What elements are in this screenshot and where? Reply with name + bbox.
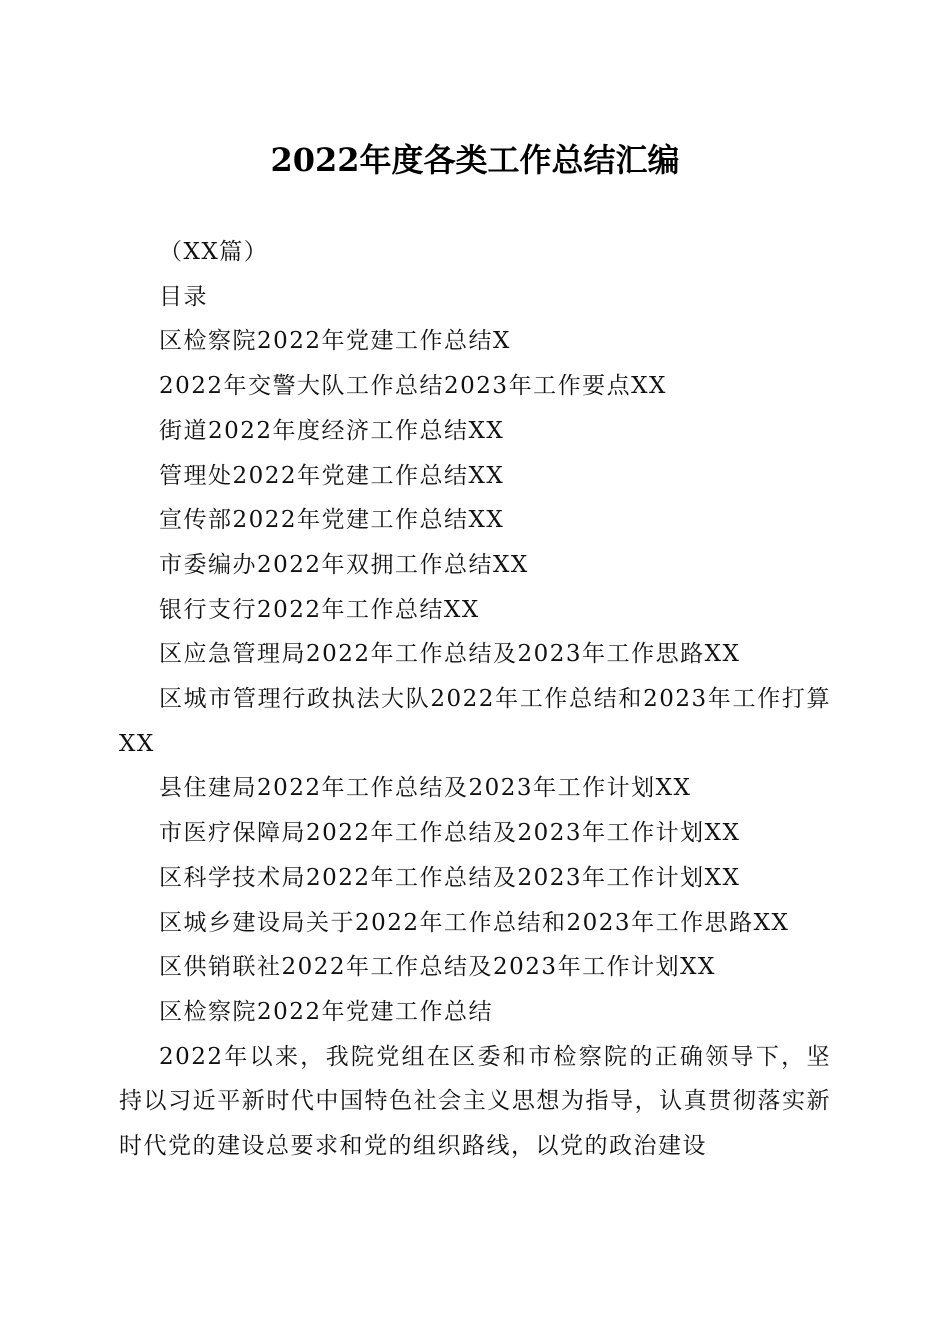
toc-item: 管理处2022年党建工作总结XX xyxy=(159,462,505,489)
toc-item: 区城乡建设局关于2022年工作总结和2023年工作思路XX xyxy=(159,909,790,936)
toc-item: 区应急管理局2022年工作总结及2023年工作思路XX xyxy=(159,641,741,668)
toc-item: 宣传部2022年党建工作总结XX xyxy=(159,507,505,534)
toc-item: 2022年交警大队工作总结2023年工作要点XX xyxy=(159,373,667,400)
toc-item: 区城市管理行政执法大队2022年工作总结和2023年工作打算XX xyxy=(119,686,831,757)
toc-item: 区科学技术局2022年工作总结及2023年工作计划XX xyxy=(159,864,741,891)
toc-heading: 目录 xyxy=(159,283,208,310)
toc-item: 街道2022年度经济工作总结XX xyxy=(159,417,505,444)
document-title: 2022年度各类工作总结汇编 xyxy=(270,141,680,179)
toc-item: 县住建局2022年工作总结及2023年工作计划XX xyxy=(159,775,692,802)
toc-item: 银行支行2022年工作总结XX xyxy=(159,596,480,623)
body-paragraph: 2022年以来，我院党组在区委和市检察院的正确领导下，坚持以习近平新时代中国特色社会主义思想为指导，认真贯彻落实新时代党的建设总要求和党的组织路线，以党的政治建设 xyxy=(119,1043,831,1160)
toc-item: 市医疗保障局2022年工作总结及2023年工作计划XX xyxy=(159,820,741,847)
section-heading: 区检察院2022年党建工作总结 xyxy=(159,998,494,1025)
subtitle: （XX篇） xyxy=(159,239,269,265)
toc-item: 区供销联社2022年工作总结及2023年工作计划XX xyxy=(159,954,716,981)
document-content xyxy=(119,230,831,1169)
toc-item: 市委编办2022年双拥工作总结XX xyxy=(159,551,529,578)
toc-item: 区检察院2022年党建工作总结X xyxy=(159,328,511,355)
